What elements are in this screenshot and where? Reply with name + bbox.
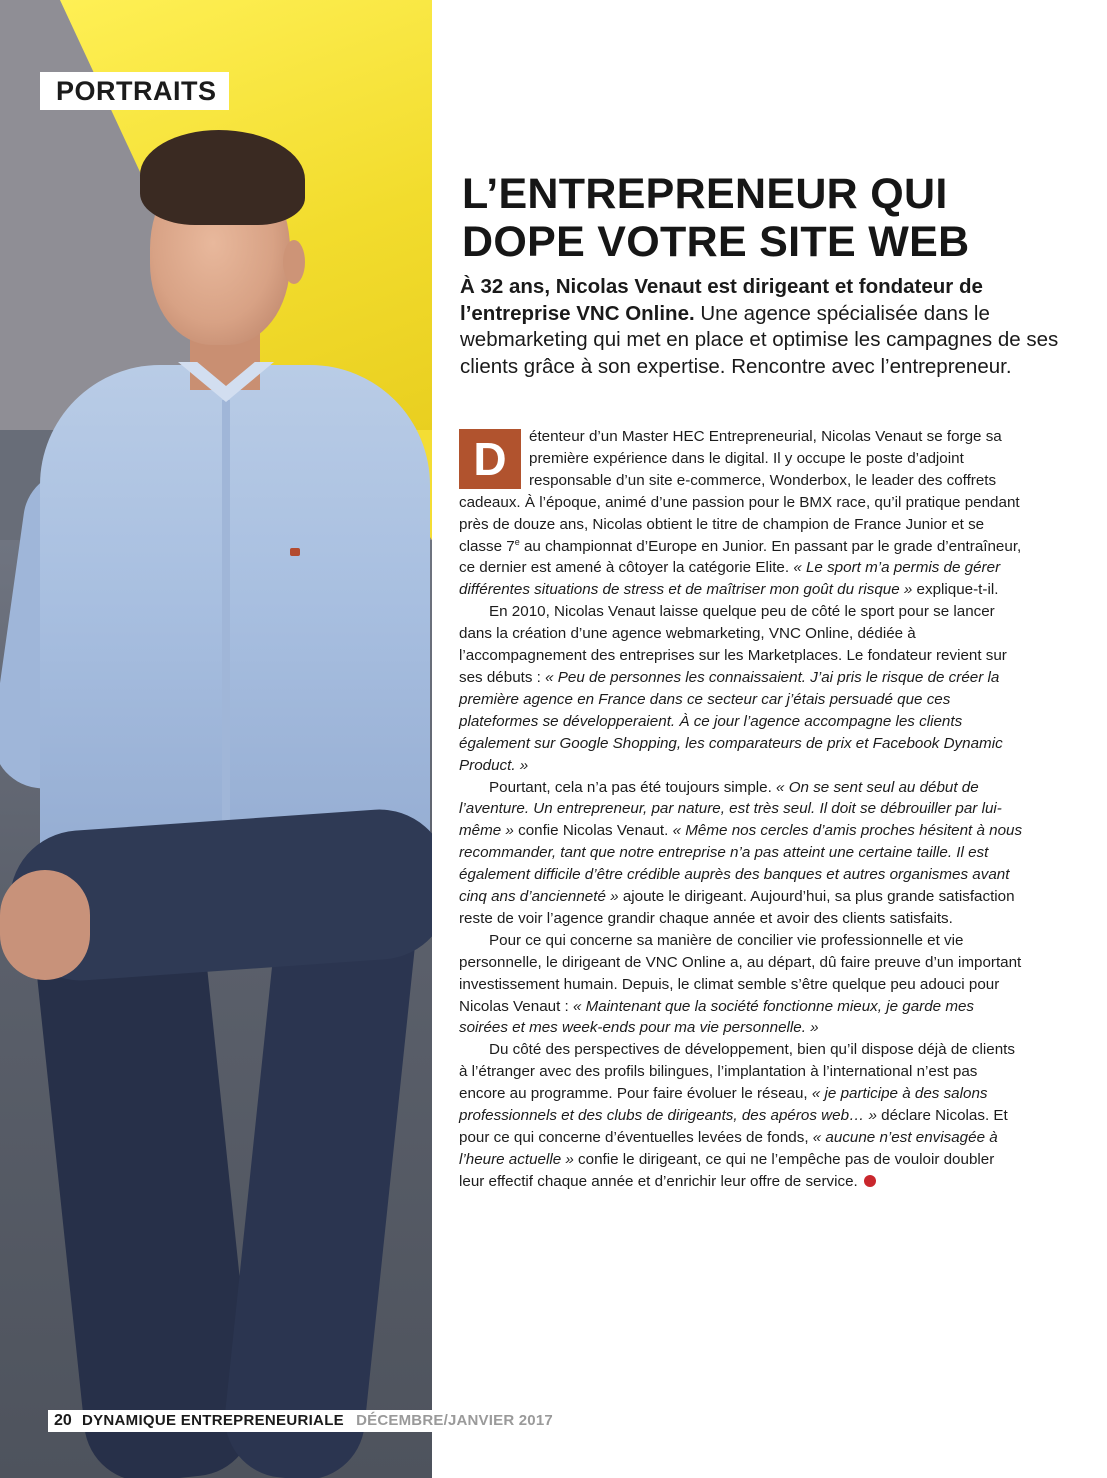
p5-quote-1: « je participe à des salons professionnels et des clubs de dirigeants, des apéros web… » [459,1085,988,1125]
headline-line-2: DOPE VOTRE SITE WEB [462,218,970,266]
issue-date: DÉCEMBRE/JANVIER 2017 [356,1412,553,1429]
p3-text-c: ajoute le dirigeant. Aujourd’hui, sa plus grande satisfaction reste de voir l’agence grandir chaque année et avoir des clients satisfaits. [459,888,1015,927]
person-ear [283,240,305,284]
p3-text-a: Pourtant, cela n’a pas été toujours simple. [489,778,777,796]
paragraph-4 [459,930,1023,1040]
article-body [459,426,1023,1193]
portrait-photo [0,0,432,1478]
p3-quote-1: « On se sent seul au début de l’aventure. Un entrepreneur, par nature, est très seul. Il doit se débrouiller par lui-même » [459,778,1002,840]
paragraph-2 [459,601,1023,776]
article-intro [460,274,1080,380]
p1-quote: « Le sport m’a permis de gérer différentes situations de stress et de maîtriser mon goût du risque » [459,559,1001,599]
paragraph-1 [459,426,1023,601]
intro-bold: À 32 ans, Nicolas Venaut est dirigeant et fondateur de l’entreprise VNC Online. [460,275,983,325]
p5-text-a: Du côté des perspectives de développement, bien qu’il dispose déjà de clients à l’étranger avec des profils bilingues, l’implantation à l’international n’est pas encore au programme. Pour faire évoluer le réseau, [459,1041,1015,1103]
person-shirt [40,365,430,885]
p5-quote-2: « aucune n’est envisagée à l’heure actuelle » [459,1129,998,1168]
page-footer [48,1410,563,1432]
end-mark-icon [864,1175,876,1187]
p1-text-a: étenteur d’un Master HEC Entrepreneurial, Nicolas Venaut se forge sa première expérience dans le digital. Il y occupe le poste d’adjoint responsable d’un site e-commerce, Wonderbox, le leader des coffrets cadeaux. À l’époque, animé d’une passion pour le BMX race, qu’il pratique pendant près de douze ans, Nicolas obtient le titre de champion de France Junior et se classe 7 [459,428,1020,555]
p3-text-b: confie Nicolas Venaut. [513,822,673,840]
p1-text-c: explique-t-il. [912,581,999,599]
paragraph-5 [459,1039,1023,1192]
p1-text-b: au championnat d’Europe en Junior. En passant par le grade d’entraîneur, ce dernier est amené à côtoyer la catégorie Elite. [459,537,1022,577]
person-hand [0,870,90,980]
p2-text-a: En 2010, Nicolas Venaut laisse quelque peu de côté le sport pour se lancer dans la création d’une agence webmarketing, VNC Online, dédiée à l’accompagnement des entreprises sur les Marketplaces. Le fondateur revient sur ses débuts : [459,603,1007,686]
intro-rest: Une agence spécialisée dans le webmarketing qui met en place et optimise les campagnes de ses clients grâce à son expertise. Rencontre avec l’entrepreneur. [460,301,1059,378]
headline-line-1: L’ENTREPRENEUR QUI [462,170,948,218]
shirt-logo [290,548,300,556]
section-tag: PORTRAITS [40,72,229,110]
paragraph-3 [459,777,1023,930]
p3-quote-2: « Même nos cercles d’amis proches hésitent à nous recommander, tant que notre entreprise n’a pas atteint une certaine taille. Il est également difficile d’être crédible auprès des banques et autres organismes avant cinq ans d’ancienneté » [459,822,1023,906]
article-headline [462,170,1082,266]
drop-cap: D [459,429,521,489]
p2-quote: « Peu de personnes les connaissaient. J’ai pris le risque de créer la première agence en France dans ce secteur car j’étais persuadé que ces plateformes se développeraient. À ce jour l’agence accompagne les clients également sur Google Shopping, les comparateurs de prix et Facebook Dynamic Product. » [459,668,1003,774]
person-hair [140,130,305,225]
magazine-name: DYNAMIQUE ENTREPRENEURIALE [81,1412,344,1429]
p4-text-a: Pour ce qui concerne sa manière de concilier vie professionnelle et vie personnelle, le dirigeant de VNC Online a, au départ, dû faire preuve d’un important investissement humain. Depuis, le climat semble s’être quelque peu adouci pour Nicolas Venaut : [459,931,1022,1015]
p1-sup: e [514,536,520,547]
page-number: 20 [54,1412,72,1429]
p5-text-c: confie le dirigeant, ce qui ne l’empêche pas de vouloir doubler leur effectif chaque année et d’enrichir leur offre de service. [459,1150,995,1190]
shirt-placket [222,400,230,880]
p4-quote: « Maintenant que la société fonctionne mieux, je garde mes soirées et mes week-ends pour ma vie personnelle. » [459,997,975,1037]
p5-text-b: déclare Nicolas. Et pour ce qui concerne d’éventuelles levées de fonds, [459,1107,1008,1146]
